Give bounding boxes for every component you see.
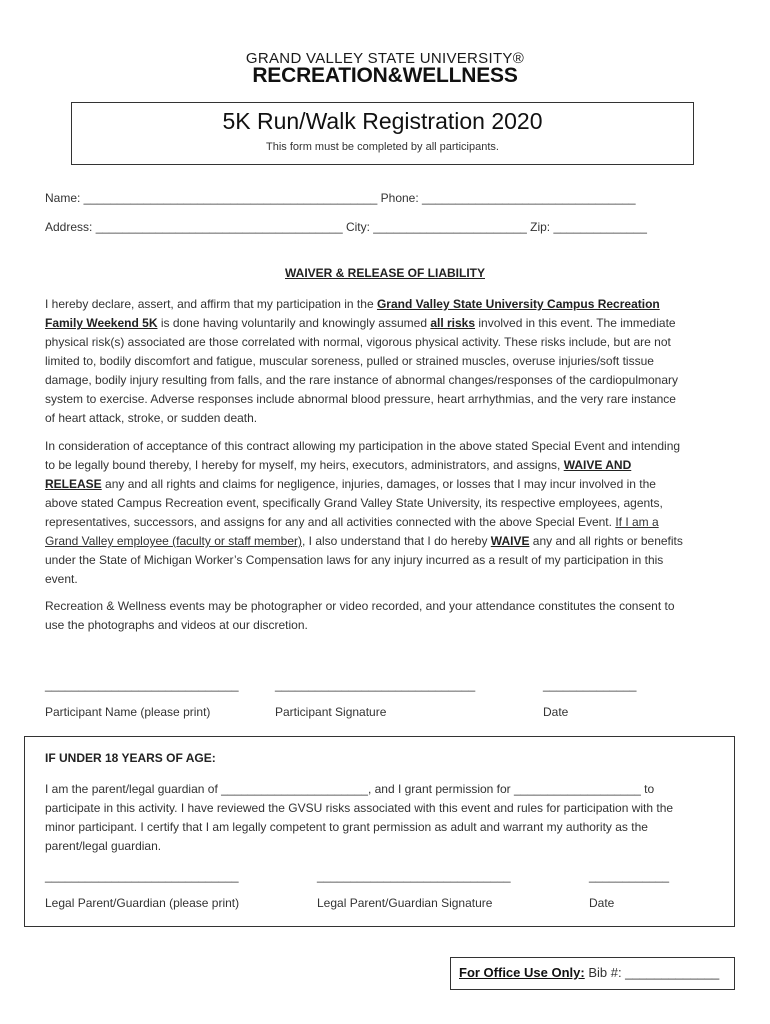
- waiver-paragraph-3: Recreation & Wellness events may be photographer or video recorded, and your attendance constitutes the consent to use the photographs and videos at our discretion.: [45, 599, 675, 632]
- waiver-text: any and all rights and claims for negligence, injuries, damages, or losses that I may incur involved in the above stated Campus Recreation event, specifically Grand Valley State University, its respective employees, agents, representatives, successors, and assigns for any and all activities connected with the above Special Event.: [45, 477, 663, 529]
- department-logo-text: RECREATION&WELLNESS: [252, 64, 518, 87]
- employee-clause: If I am a Grand Valley employee (faculty or staff member): [45, 515, 659, 548]
- event-name: Grand Valley State University Campus Recreation Family Weekend 5K: [45, 297, 660, 330]
- participant-signature-blank[interactable]: ______________________________: [275, 678, 476, 692]
- form-subtitle: This form must be completed by all participants.: [266, 141, 499, 153]
- university-logo-text: GRAND VALLEY STATE UNIVERSITY®: [245, 50, 525, 67]
- participant-name-blank[interactable]: _____________________________: [45, 678, 239, 692]
- participant-date-blank[interactable]: ______________: [543, 678, 637, 692]
- guardian-name-label: Legal Parent/Guardian (please print): [45, 896, 240, 910]
- name-phone-field[interactable]: Name: ____________________________________________ Phone: ________________________________: [45, 191, 636, 205]
- guardian-signature-label: Legal Parent/Guardian Signature: [317, 896, 493, 910]
- address-city-zip-field[interactable]: Address: _____________________________________ City: _______________________ Zip: ______________: [45, 220, 647, 234]
- waiver-text: is done having voluntarily and knowingly assumed: [157, 316, 431, 330]
- waiver-text: , I also understand that I do hereby: [302, 534, 491, 548]
- waiver-text: In consideration of acceptance of this contract allowing my participation in the above stated Special Event and intending to be legally bound thereby, I hereby for myself, my heirs, executors, administrators, and assigns,: [45, 439, 681, 472]
- waiver-heading: WAIVER & RELEASE OF LIABILITY: [284, 266, 485, 280]
- participant-signature-label: Participant Signature: [275, 705, 387, 719]
- minor-consent-text: I am the parent/legal guardian of ______________________, and I grant permission for ___________________ to participate in this activity. I have reviewed the GVSU risks associated with this event and rules for participation with the minor participant. I certify that I am legally competent to grant permission as adult and warrant my authority as the parent/legal guardian.: [45, 782, 674, 853]
- waiver-text: any and all rights or benefits under the State of Michigan Worker’s Compensation laws for any injury incurred as a result of my participation in this event.: [45, 534, 683, 586]
- guardian-name-blank[interactable]: _____________________________: [45, 869, 239, 883]
- guardian-date-label: Date: [589, 896, 615, 910]
- title-box: [71, 102, 694, 165]
- all-risks-text: all risks: [430, 316, 476, 330]
- guardian-date-blank[interactable]: ____________: [589, 869, 670, 883]
- waiver-text: involved in this event. The immediate physical risk(s) associated are those correlated with normal, vigorous physical activity. These risks include, but are not limited to, bodily discomfort and fatigue, muscular soreness, pulled or strained muscles, overuse injuries/soft tissue damage, bodily injury resulting from falls, and the rare instance of abnormal changes/responses of the cardiopulmonary system to exercise. Adverse responses include abnormal blood pressure, heart arrhythmias, and the very rare instance of heart attack, stroke, or sudden death.: [45, 316, 679, 425]
- participant-date-label: Date: [543, 705, 569, 719]
- waiver-paragraph-1: [45, 295, 685, 428]
- waive-text: WAIVE: [490, 534, 530, 548]
- office-use-line: [459, 965, 719, 980]
- waive-release-text: WAIVE AND RELEASE: [45, 458, 632, 491]
- office-use-label: For Office Use Only:: [459, 965, 585, 980]
- form-title: 5K Run/Walk Registration 2020: [222, 108, 543, 134]
- waiver-text: I hereby declare, assert, and affirm that my participation in the: [45, 297, 377, 311]
- waiver-paragraph-2: [45, 437, 685, 589]
- minor-heading: IF UNDER 18 YEARS OF AGE:: [45, 751, 216, 765]
- participant-name-label: Participant Name (please print): [45, 705, 211, 719]
- guardian-signature-blank[interactable]: _____________________________: [317, 869, 511, 883]
- bib-number-field[interactable]: Bib #: _____________: [588, 965, 720, 980]
